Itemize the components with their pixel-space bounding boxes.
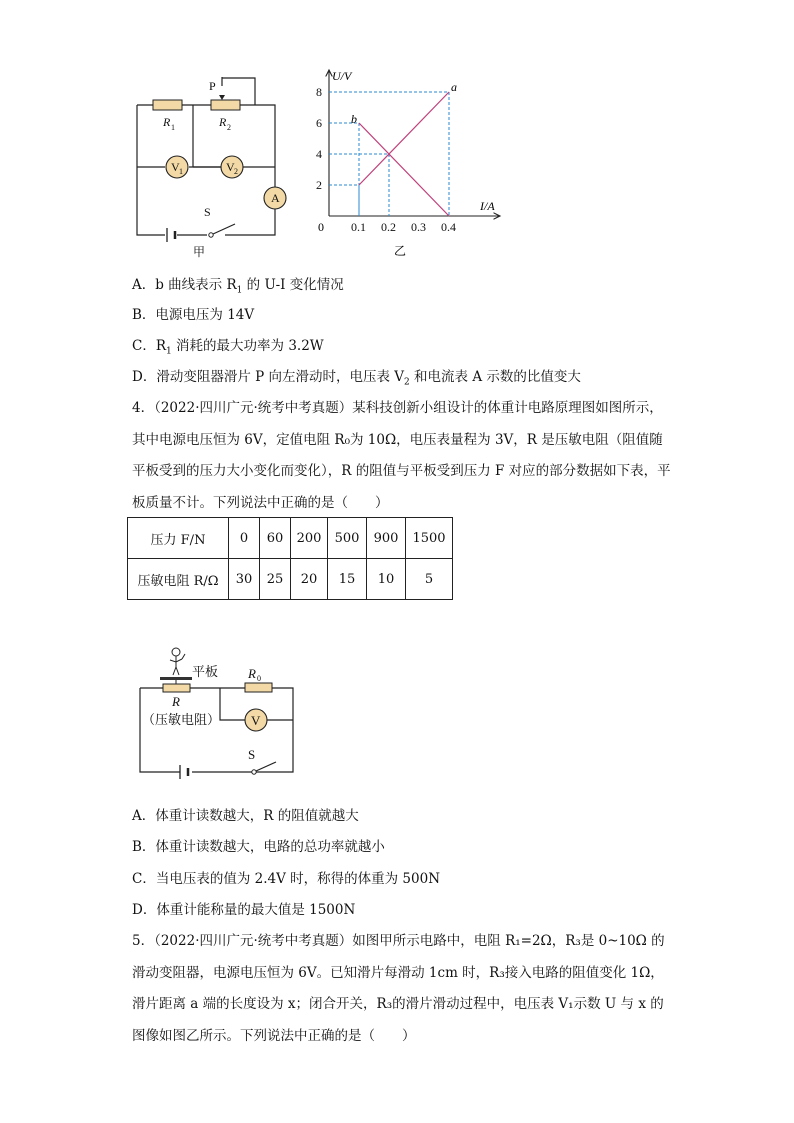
- table-row: 压敏电阻 R/Ω 30 25 20 15 10 5: [128, 559, 453, 600]
- svg-text:1: 1: [171, 123, 175, 132]
- curve-b-label: b: [351, 112, 357, 126]
- y-tick-label: 6: [316, 116, 322, 130]
- r1-label: R: [163, 115, 171, 129]
- x-tick-label: 0.1: [351, 220, 366, 234]
- svg-text:2: 2: [234, 167, 238, 176]
- y-tick-label: 4: [316, 147, 322, 161]
- q3-option-b[interactable]: B．电源电压为 14V: [132, 307, 255, 323]
- q3-option-a[interactable]: A．b 曲线表示 $R_1$ 的 U-I 变化情况: [132, 277, 344, 296]
- pressure-resistance-table: [127, 517, 453, 600]
- figure-caption-yi: 乙: [394, 244, 407, 258]
- u-i-graph-yi: [300, 65, 515, 265]
- origin-label: 0: [318, 220, 324, 234]
- circuit-diagram-jia: [125, 70, 295, 260]
- x-tick-label: 0.2: [381, 220, 396, 234]
- r0-label: R: [248, 666, 256, 681]
- series-line-a: [359, 92, 449, 185]
- r-label: R: [172, 694, 180, 709]
- q4-option-b[interactable]: B．体重计读数越大，电路的总功率就越小: [132, 839, 385, 855]
- y-tick-label: 8: [316, 85, 322, 99]
- svg-text:0: 0: [257, 674, 261, 683]
- slider-label-p: P: [209, 79, 216, 93]
- x-tick-label: 0.3: [411, 220, 426, 234]
- q4-option-d[interactable]: D．体重计能称量的最大值是 1500N: [132, 902, 356, 918]
- q4-option-c[interactable]: C．当电压表的值为 2.4V 时，称得的体重为 500N: [132, 871, 441, 887]
- table-row: 压力 F/N 0 60 200 500 900 1500: [128, 518, 453, 559]
- x-axis-label: I/A: [480, 199, 495, 213]
- switch-label-s: S: [204, 205, 211, 219]
- q4-stem: 4．（2022·四川广元·统考中考真题）某科技创新小组设计的体重计电路原理图如图所示，其中电源电压恒为 6V，定值电阻 R₀为 10Ω，电压表量程为 3V，R 是压敏电阻（阻值随平板受到的压力大小变化而变化），R 的阻值与平板受到压力 F 对应的部分数据如下表，平板质量不计。下列说法中正确的是（ ）: [132, 400, 671, 511]
- scale-circuit-diagram: [130, 640, 305, 780]
- svg-text:V: V: [171, 160, 180, 174]
- person-icon: [170, 648, 185, 675]
- x-tick-label: 0.4: [441, 220, 456, 234]
- switch-label-s: S: [248, 747, 256, 762]
- svg-text:2: 2: [227, 123, 231, 132]
- r2-label: R: [219, 115, 227, 129]
- series-line-b: [359, 123, 449, 216]
- plate-label: 平板: [192, 664, 219, 679]
- figure-caption-jia: 甲: [193, 245, 206, 259]
- q5-stem: 5．（2022·四川广元·统考中考真题）如图甲所示电路中，电阻 R₁=2Ω，R₃是 0~10Ω 的滑动变阻器，电源电压恒为 6V。已知滑片每滑动 1cm 时，R₃接入电路的阻值变化 1Ω，滑片距离 a 端的长度设为 x；闭合开关，R₃的滑片滑动过程中，电压表 V₁示数 U 与 x 的图像如图乙所示。下列说法中正确的是（ ）: [132, 933, 665, 1044]
- q4-option-a[interactable]: A．体重计读数越大，R 的阻值就越大: [132, 808, 359, 824]
- svg-text:1: 1: [179, 167, 183, 176]
- q3-option-d[interactable]: D．滑动变阻器滑片 P 向左滑动时，电压表 $V_2$ 和电流表 A 示数的比值变大: [132, 369, 581, 388]
- y-axis-label: U/V: [332, 69, 352, 83]
- svg-text:V: V: [226, 160, 235, 174]
- r-note: （压敏电阻）: [142, 712, 221, 727]
- y-tick-label: 2: [316, 178, 322, 192]
- svg-text:A: A: [271, 191, 280, 205]
- q3-option-c[interactable]: C．$R_1$ 消耗的最大功率为 3.2W: [132, 338, 324, 357]
- svg-text:V: V: [251, 713, 261, 728]
- curve-a-label: a: [451, 80, 457, 94]
